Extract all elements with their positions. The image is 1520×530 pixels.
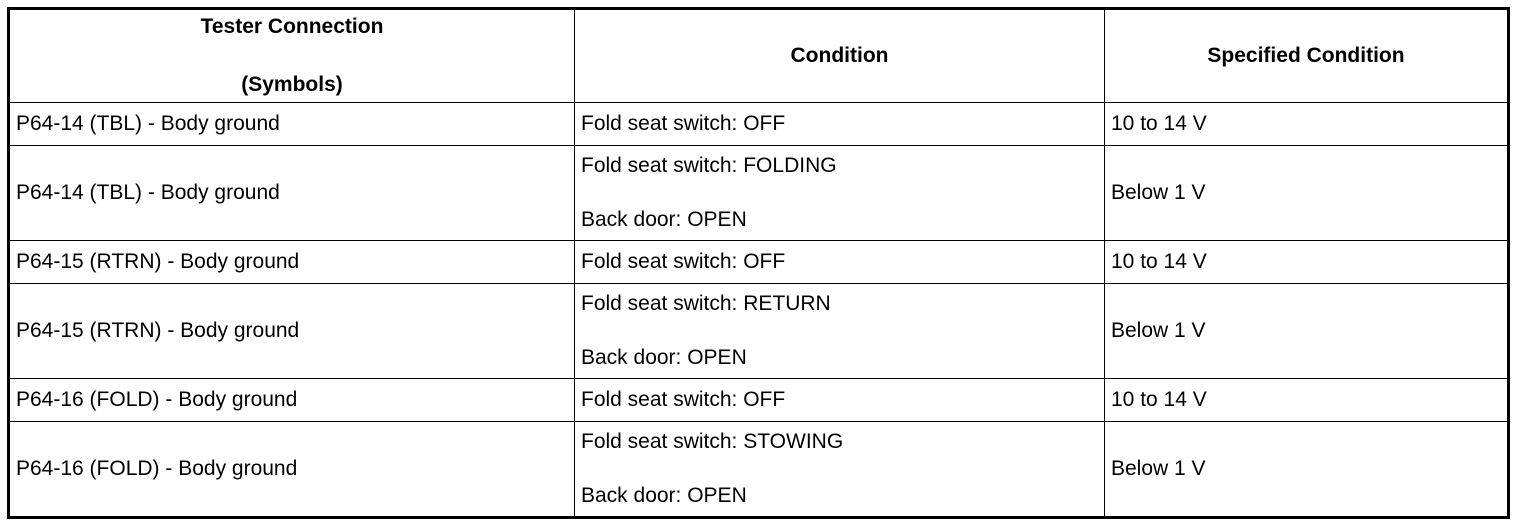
specified-cell: Below 1 V: [1105, 284, 1509, 379]
spec-table: [7, 7, 1510, 519]
condition-line: Fold seat switch: FOLDING: [581, 154, 837, 177]
header-tester-connection: [9, 9, 575, 103]
condition-cell: [575, 284, 1105, 379]
table-row: [9, 103, 1509, 146]
condition-line: Fold seat switch: OFF: [581, 112, 786, 135]
table-row: [9, 241, 1509, 284]
condition-line: Fold seat switch: OFF: [581, 250, 786, 273]
connection-cell: P64-15 (RTRN) - Body ground: [9, 284, 575, 379]
header-connection-line2: (Symbols): [241, 73, 343, 96]
condition-cell: [575, 379, 1105, 422]
connection-cell: P64-15 (RTRN) - Body ground: [9, 241, 575, 284]
header-specified-condition: Specified Condition: [1105, 9, 1509, 103]
header-connection-line1: Tester Connection: [200, 15, 384, 38]
specified-cell: 10 to 14 V: [1105, 241, 1509, 284]
specified-cell: 10 to 14 V: [1105, 379, 1509, 422]
specified-cell: Below 1 V: [1105, 146, 1509, 241]
condition-line: Back door: OPEN: [581, 346, 747, 369]
table-row: [9, 379, 1509, 422]
specified-cell: 10 to 14 V: [1105, 103, 1509, 146]
header-condition: Condition: [575, 9, 1105, 103]
table-row: [9, 422, 1509, 518]
condition-cell: [575, 422, 1105, 518]
condition-cell: [575, 241, 1105, 284]
table-row: [9, 284, 1509, 379]
condition-line: Fold seat switch: STOWING: [581, 430, 844, 453]
connection-cell: P64-14 (TBL) - Body ground: [9, 146, 575, 241]
condition-line: Fold seat switch: RETURN: [581, 292, 831, 315]
specified-cell: Below 1 V: [1105, 422, 1509, 518]
connection-cell: P64-16 (FOLD) - Body ground: [9, 422, 575, 518]
condition-line: Back door: OPEN: [581, 484, 747, 507]
condition-cell: [575, 103, 1105, 146]
condition-line: Back door: OPEN: [581, 208, 747, 231]
connection-cell: P64-14 (TBL) - Body ground: [9, 103, 575, 146]
table-row: [9, 146, 1509, 241]
header-row: [9, 9, 1509, 103]
connection-cell: P64-16 (FOLD) - Body ground: [9, 379, 575, 422]
condition-line: Fold seat switch: OFF: [581, 388, 786, 411]
condition-cell: [575, 146, 1105, 241]
